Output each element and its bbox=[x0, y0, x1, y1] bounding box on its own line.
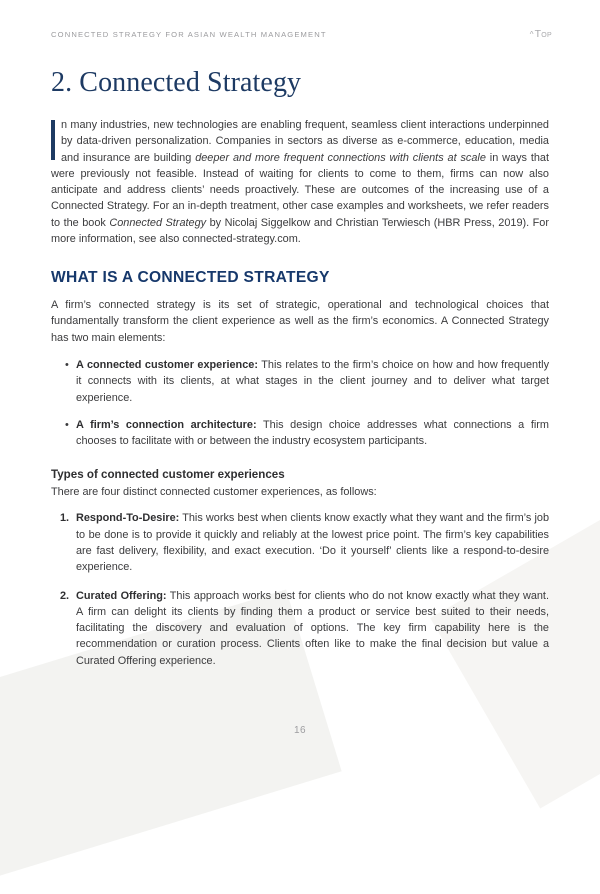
section-intro-paragraph: A firm’s connected strategy is its set of strategic, operational and technological choices that fundamentally transform the client experience as well as the firm’s economics. A Connected Strategy has two main elements: bbox=[51, 299, 549, 344]
list-item bbox=[51, 357, 549, 406]
list-item-text: This approach works best for clients who do not know exactly what they want. A firm can delight its clients by finding them a product or service best suited to their needs, facilitating the discovery and evaluation of options. The key firm capability here is the recommendation or curation process. Clients often like to make the final decision but value a Curated Offering experience. bbox=[76, 589, 549, 667]
list-item-text: This relates to the firm’s choice on how and how frequently it connects with its clients, at what stages in the client journey and to deliver what target experience. bbox=[76, 358, 550, 404]
drop-cap-letter-i bbox=[51, 120, 55, 160]
page-title: 2. Connected Strategy bbox=[51, 67, 302, 98]
intro-emphasis-1: deeper and more frequent connections with clients at scale bbox=[195, 151, 486, 164]
intro-text-part-2: in ways that were previously not feasible. Instead of waiting for clients to come to them, firms can now also anticipate and address clients’ needs proactively. These are outcomes of the increasing use of a Connected Strategy. For an in-depth treatment, other case examples and worksheets, we refer readers to the book bbox=[51, 151, 550, 229]
list-item-lead-in: A firm’s connection architecture: bbox=[76, 418, 257, 431]
intro-emphasis-2: Connected Strategy bbox=[109, 216, 207, 229]
subsection-heading-types-of-connected-customer-experiences: Types of connected customer experiences bbox=[51, 468, 285, 482]
list-item-text: This works best when clients know exactly what they want and the firm’s job to be done is to provide it quickly and reliably at the lowest price point. The firm’s key capabilities are fast delivery, flexibility, and exact execution. ‘Do it yourself’ clients like a respond-to-desire experience. bbox=[76, 512, 549, 574]
caret-up-icon: ^ bbox=[529, 30, 534, 39]
list-item bbox=[51, 510, 549, 575]
subsection-intro-paragraph: There are four distinct connected customer experiences, as follows: bbox=[51, 486, 377, 499]
list-item-lead-in: Respond-To-Desire: bbox=[76, 512, 180, 525]
connected-strategy-elements-list bbox=[51, 357, 549, 449]
section-heading-what-is-a-connected-strategy: WHAT IS A CONNECTED STRATEGY bbox=[51, 269, 330, 287]
list-item-number: 1. bbox=[60, 512, 70, 525]
list-item-number: 2. bbox=[60, 589, 70, 602]
list-item-text: This design choice addresses what connections a firm chooses to facilitate with or between the industry ecosystem participants. bbox=[76, 418, 549, 448]
main-content bbox=[51, 117, 549, 669]
intro-paragraph bbox=[51, 117, 549, 247]
list-item-lead-in: Curated Offering: bbox=[76, 589, 167, 602]
intro-text-part-3: by Nicolaj Siggelkow and Christian Terwiesch (HBR Press, 2019). For more information, see also connected-strategy.com. bbox=[51, 216, 549, 246]
bullet-marker-icon: • bbox=[65, 358, 69, 371]
list-item-lead-in: A connected customer experience: bbox=[76, 358, 258, 371]
running-header-title: CONNECTED STRATEGY FOR ASIAN WEALTH MANAGEMENT bbox=[51, 29, 327, 39]
intro-text-part-1: n many industries, new technologies are enabling frequent, seamless client interactions underpinned by data-driven personalization. Companies in sectors as diverse as e-commerce, education, media and insurance are building bbox=[61, 119, 549, 164]
running-header bbox=[51, 26, 552, 42]
customer-experience-types-list bbox=[51, 510, 549, 669]
back-to-top-label: Top bbox=[534, 28, 552, 40]
back-to-top-link[interactable] bbox=[530, 28, 552, 40]
page-number: 16 bbox=[294, 725, 306, 736]
list-item bbox=[51, 588, 549, 669]
list-item bbox=[51, 417, 549, 450]
bullet-marker-icon: • bbox=[65, 418, 69, 431]
